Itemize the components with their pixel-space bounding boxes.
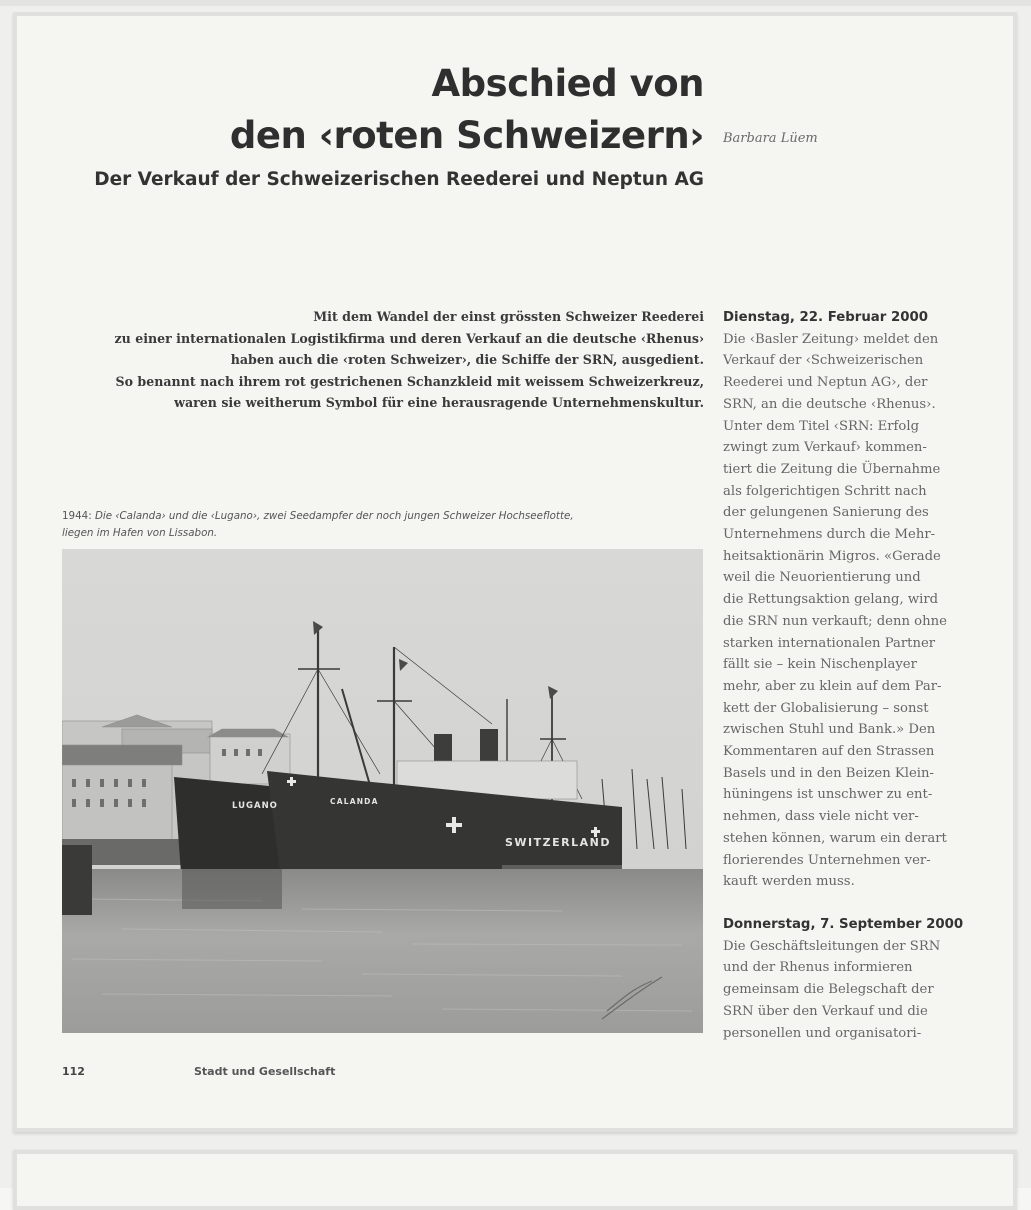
timeline-text xyxy=(723,936,983,1045)
timeline-date: Dienstag, 22. Februar 2000 xyxy=(723,310,928,325)
timeline-text-line: Verkauf der ‹Schweizerischen xyxy=(723,353,924,369)
timeline-text-line: Die ‹Basler Zeitung› meldet den xyxy=(723,331,939,347)
title-line-2: den ‹roten Schweizern› xyxy=(229,114,704,157)
lead-line: So benannt nach ihrem rot gestrichenen Schanzkleid mit weissem Schweizerkreuz, xyxy=(115,373,704,389)
timeline-text-line: Basels und in den Beizen Klein- xyxy=(723,765,934,781)
timeline-text-line: als folgerichtigen Schritt nach xyxy=(723,483,927,499)
caption-text-1: Die ‹Calanda› und die ‹Lugano›, zwei Seedampfer der noch jungen Schweizer Hochseeflotte, xyxy=(91,510,574,522)
timeline-text-line: heitsaktionärin Migros. «Gerade xyxy=(723,548,941,564)
previous-page-edge xyxy=(0,0,1031,6)
timeline-text-line: tiert die Zeitung die Übernahme xyxy=(723,461,941,477)
lead-line: zu einer internationalen Logistikfirma und deren Verkauf an die deutsche ‹Rhenus› xyxy=(114,330,704,346)
ship-name-calanda: CALANDA xyxy=(330,797,379,806)
timeline-sidebar xyxy=(723,307,983,1065)
photo-caption xyxy=(62,508,574,542)
timeline-text-line: SRN, an die deutsche ‹Rhenus›. xyxy=(723,396,936,412)
timeline-text-line: die Rettungsaktion gelang, wird xyxy=(723,592,939,608)
timeline-text-line: gemeinsam die Belegschaft der xyxy=(723,982,934,998)
author-name: Barbara Lüem xyxy=(723,131,818,146)
timeline-text-line: hüningens ist unschwer zu ent- xyxy=(723,787,933,803)
timeline-text-line: stehen können, warum ein derart xyxy=(723,830,947,846)
timeline-text-line: personellen und organisatori- xyxy=(723,1025,922,1041)
timeline-entry xyxy=(723,914,983,1044)
caption-text-2: liegen im Hafen von Lissabon. xyxy=(62,527,218,539)
next-page-edge xyxy=(13,1150,1017,1210)
hull-reflection xyxy=(182,869,282,909)
page-number: 112 xyxy=(62,1065,85,1078)
lead-line: Mit dem Wandel der einst grössten Schweizer Reederei xyxy=(313,309,704,324)
timeline-text-line: Die Geschäftsleitungen der SRN xyxy=(723,938,941,954)
timeline-text-line: Unter dem Titel ‹SRN: Erfolg xyxy=(723,418,920,434)
lead-paragraph xyxy=(24,306,704,414)
timeline-entry xyxy=(723,307,983,893)
timeline-text-line: der gelungenen Sanierung des xyxy=(723,505,929,521)
timeline-text-line: mehr, aber zu klein auf dem Par- xyxy=(723,678,942,694)
timeline-text-line: florierendes Unternehmen ver- xyxy=(723,852,931,868)
timeline-text-line: SRN über den Verkauf und die xyxy=(723,1003,928,1019)
ship-hull-lettering: SWITZERLAND xyxy=(505,836,611,849)
timeline-text-line: die SRN nun verkauft; denn ohne xyxy=(723,613,947,629)
harbor-photo-illustration xyxy=(62,549,703,1033)
harbor-water xyxy=(62,869,703,1033)
timeline-text-line: fällt sie – kein Nischenplayer xyxy=(723,657,917,673)
timeline-text-line: kett der Globalisierung – sonst xyxy=(723,700,929,716)
dock-bollard xyxy=(62,845,92,915)
lead-line: waren sie weitherum Symbol für eine herausragende Unternehmenskultur. xyxy=(174,395,704,410)
article-subtitle: Der Verkauf der Schweizerischen Reederei und Neptun AG xyxy=(94,169,704,190)
running-footer-section: Stadt und Gesellschaft xyxy=(194,1065,336,1078)
title-line-1: Abschied von xyxy=(431,62,704,105)
timeline-text-line: Unternehmens durch die Mehr- xyxy=(723,527,936,543)
timeline-text-line: kauft werden muss. xyxy=(723,874,855,890)
lead-line: haben auch die ‹roten Schweizer›, die Schiffe der SRN, ausgedient. xyxy=(230,352,704,367)
ship-name-lugano: LUGANO xyxy=(232,801,278,811)
timeline-text-line: zwischen Stuhl und Bank.» Den xyxy=(723,722,936,738)
caption-year: 1944: xyxy=(62,510,92,522)
timeline-text-line: weil die Neuorientierung und xyxy=(723,570,921,586)
article-title xyxy=(230,58,704,162)
timeline-text-line: Reederei und Neptun AG›, der xyxy=(723,375,928,391)
timeline-date: Donnerstag, 7. September 2000 xyxy=(723,916,964,932)
timeline-text-line: nehmen, dass viele nicht ver- xyxy=(723,809,919,825)
harbor-photo xyxy=(62,549,703,1033)
timeline-text-line: starken internationalen Partner xyxy=(723,635,936,651)
timeline-text-line: und der Rhenus informieren xyxy=(723,960,913,976)
timeline-text-line: Kommentaren auf den Strassen xyxy=(723,744,935,760)
timeline-text xyxy=(723,329,983,893)
timeline-text-line: zwingt zum Verkauf› kommen- xyxy=(723,440,927,456)
